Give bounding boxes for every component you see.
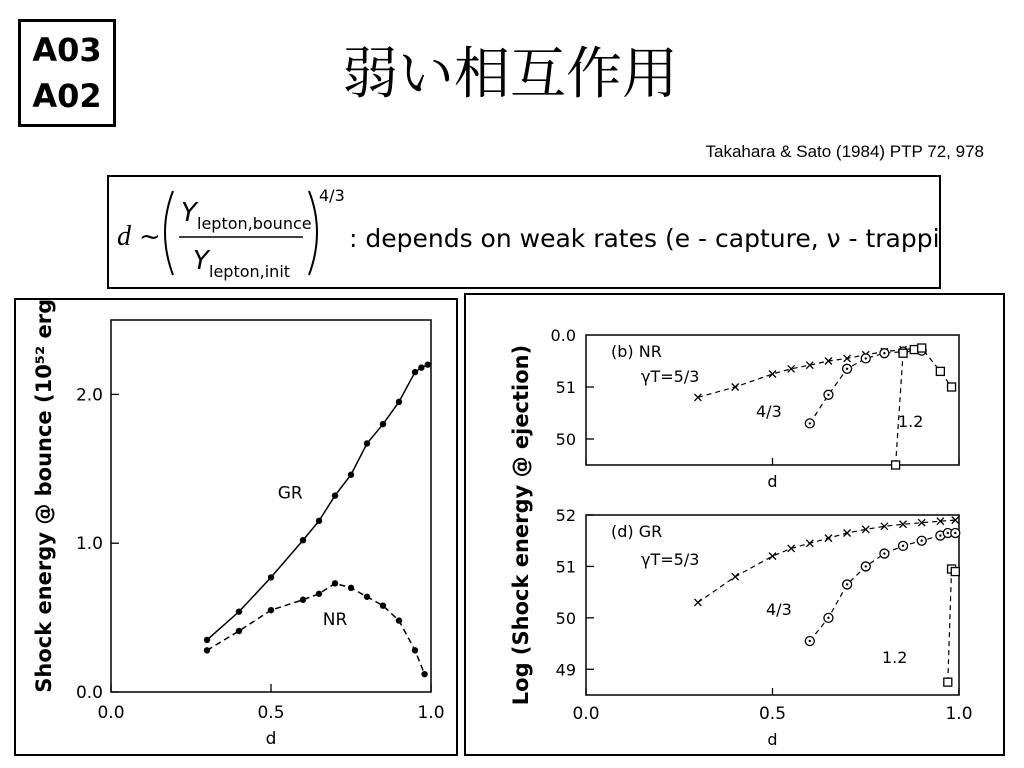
data-point-x [732, 573, 739, 580]
equation-description: : depends on weak rates (e - capture, ν - trapping) [349, 224, 939, 253]
y-tick-label: 0.0 [75, 683, 103, 703]
data-point-o-center [939, 534, 941, 536]
exponent: 4/3 [319, 186, 345, 205]
equation-sim: ~ [139, 222, 161, 252]
x-axis-label: d [767, 730, 778, 749]
subplot-label: (b) NR [611, 342, 662, 361]
x-axis-label: d [265, 729, 277, 749]
equation-box [107, 175, 941, 289]
data-point-o-center [846, 583, 848, 585]
data-point-gr [204, 637, 210, 643]
right-plot-frame [509, 326, 973, 749]
data-point-x [806, 540, 813, 547]
data-point-x [844, 530, 851, 537]
data-point-gr [412, 369, 418, 375]
section-tag-a03: A03 [32, 31, 102, 69]
subplot-label: (d) GR [611, 522, 663, 541]
data-point-gr [316, 518, 322, 524]
data-point-o-center [827, 617, 829, 619]
y-tick-label: 51 [555, 557, 576, 577]
data-point-gr [236, 608, 242, 614]
data-point-o-center [902, 545, 904, 547]
data-point-o-center [809, 422, 811, 424]
data-point-x [769, 371, 776, 378]
x-tick-label: 0.0 [572, 704, 600, 724]
data-point-o-center [947, 532, 949, 534]
series-label-43: 4/3 [756, 402, 782, 421]
data-point-gr [380, 421, 386, 427]
data-point-nr [396, 617, 402, 623]
data-point-gr [332, 492, 338, 498]
y-tick-label: 52 [555, 506, 576, 525]
data-point-o-center [954, 532, 956, 534]
data-point-nr [268, 607, 274, 613]
denominator-var: Y [193, 246, 209, 276]
section-tag-a02: A02 [32, 77, 102, 115]
data-point-nr [316, 591, 322, 597]
data-point-nr [300, 597, 306, 603]
x-tick-label: 1.0 [417, 703, 445, 723]
data-point-nr [364, 594, 370, 600]
data-point-gr [268, 574, 274, 580]
data-point-o-center [883, 352, 885, 354]
data-point-gr [425, 361, 431, 367]
slide-title: 弱い相互作用 [342, 42, 678, 107]
y-tick-label: 1.0 [75, 534, 103, 555]
data-point-o-center [809, 640, 811, 642]
data-point-nr [204, 647, 210, 653]
shock-energy-bounce-chart [16, 300, 456, 754]
series-line-2 [948, 569, 955, 682]
series-line-2 [896, 348, 952, 465]
left-plot-area [111, 320, 431, 692]
x-axis-label: d [767, 472, 778, 491]
data-point-x [825, 535, 832, 542]
series-label-43: 4/3 [766, 600, 792, 619]
citation: Takahara & Sato (1984) PTP 72, 978 [705, 142, 984, 161]
x-tick-label: 0.0 [97, 703, 125, 723]
data-point-square [944, 678, 952, 686]
numerator-sub: lepton,bounce [197, 214, 312, 233]
section-tag-box [18, 19, 116, 127]
data-point-x [732, 384, 739, 391]
y-axis-label: Log (Shock energy @ ejection) [509, 344, 533, 706]
data-point-gr [364, 440, 370, 446]
equation-lhs: d [117, 221, 131, 252]
data-point-x [694, 599, 701, 606]
data-point-square [892, 461, 900, 469]
data-point-gr [396, 399, 402, 405]
series-label-gr: GR [277, 483, 303, 504]
equation [109, 177, 939, 287]
data-point-o-center [865, 357, 867, 359]
data-point-gr [418, 364, 424, 370]
x-tick-label: 1.0 [945, 704, 973, 724]
series-line-gr [207, 365, 428, 640]
series-label-53: γT=5/3 [641, 550, 700, 569]
right-paren [309, 191, 317, 275]
data-point-o-center [921, 540, 923, 542]
data-point-nr [412, 647, 418, 653]
y-tick-label-top: 0.0 [550, 326, 576, 345]
data-point-square [951, 568, 959, 576]
series-label-nr: NR [322, 610, 348, 631]
data-point-nr [380, 602, 386, 608]
data-point-x [694, 394, 701, 401]
data-point-nr [332, 580, 338, 586]
y-tick-label: 49 [555, 660, 576, 680]
data-point-square [936, 367, 944, 375]
x-tick-label: 0.5 [758, 704, 787, 724]
data-point-o-center [846, 368, 848, 370]
left-plot-frame [32, 300, 445, 749]
left-paren [165, 191, 173, 275]
data-point-nr [348, 585, 354, 591]
y-tick-label: 50 [555, 430, 576, 449]
series-label-12: 1.2 [882, 648, 908, 667]
y-axis-label: Shock energy @ bounce (10⁵² erg) [32, 300, 56, 693]
data-point-gr [300, 537, 306, 543]
data-point-o-center [827, 394, 829, 396]
left-plot-marks [204, 361, 431, 677]
series-line-0 [698, 520, 955, 602]
data-point-square [899, 349, 907, 357]
data-point-square [918, 344, 926, 352]
data-point-x [788, 545, 795, 552]
right-chart-panel [464, 293, 1005, 756]
data-point-gr [348, 472, 354, 478]
series-label-12: 1.2 [898, 412, 924, 431]
data-point-x [769, 553, 776, 560]
data-point-square [910, 346, 918, 354]
numerator-var: Y [181, 198, 197, 228]
data-point-o-center [883, 552, 885, 554]
denominator-sub: lepton,init [209, 262, 291, 281]
y-tick-label: 2.0 [75, 385, 103, 406]
shock-energy-ejection-chart [466, 295, 1003, 754]
y-tick-label: 51 [555, 378, 576, 397]
series-label-53: γT=5/3 [641, 367, 700, 386]
data-point-nr [421, 671, 427, 677]
data-point-o-center [865, 565, 867, 567]
x-tick-label: 0.5 [257, 703, 285, 723]
data-point-nr [236, 628, 242, 634]
left-chart-panel [14, 298, 458, 756]
y-tick-label: 50 [555, 608, 576, 628]
data-point-square [948, 383, 956, 391]
